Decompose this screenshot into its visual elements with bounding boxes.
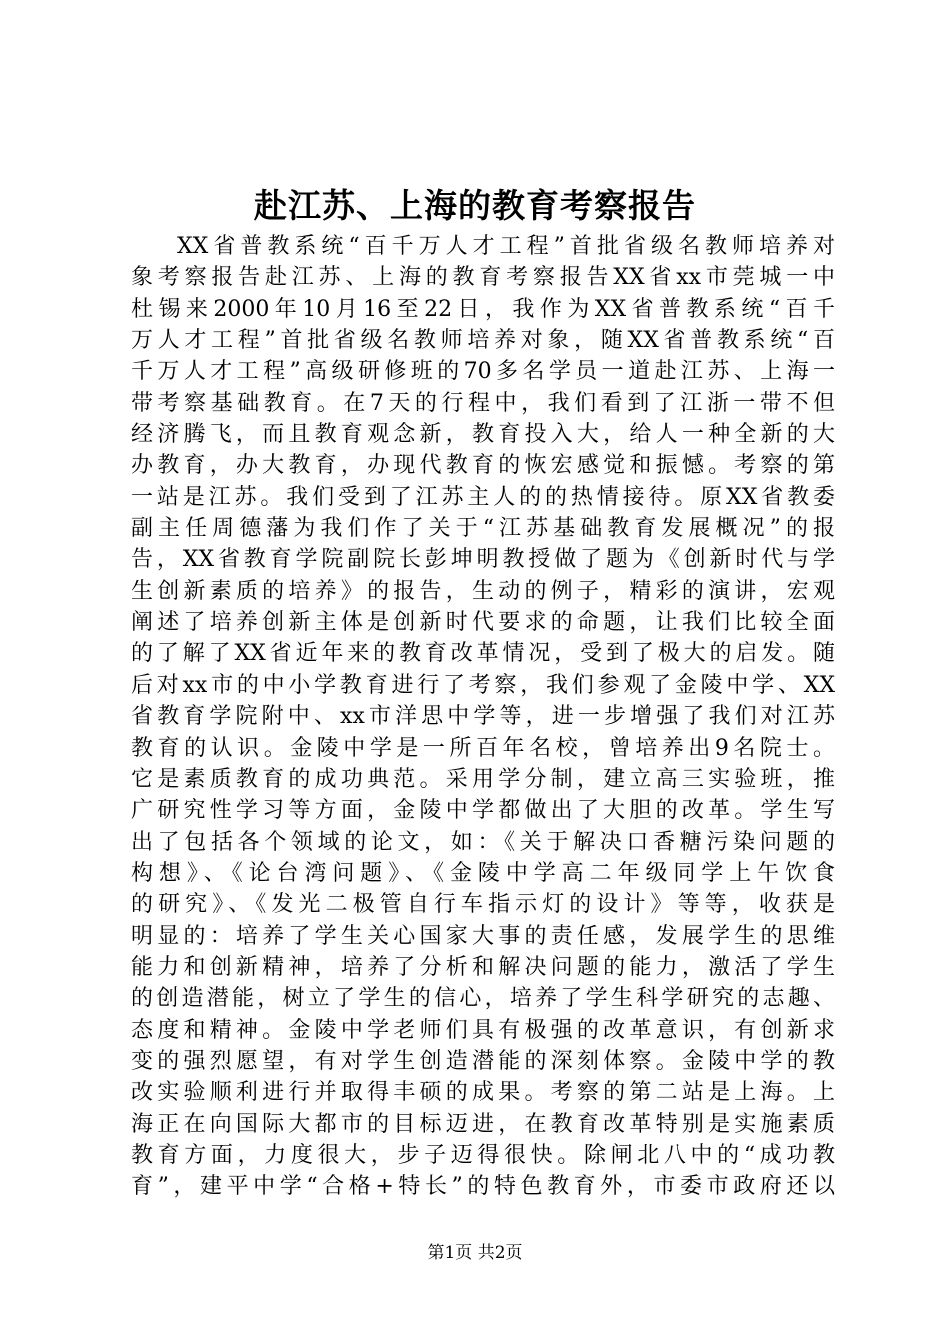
- body-line: 副主任周德藩为我们作了关于“江苏基础教育发展概况”的报: [131, 516, 835, 542]
- body-line: 告，XX省教育学院副院长彭坤明教授做了题为《创新时代与学: [131, 547, 835, 573]
- body-line: 广研究性学习等方面，金陵中学都做出了大胆的改革。学生写: [131, 798, 835, 824]
- body-line: 一站是江苏。我们受到了江苏主人的的热情接待。原XX省教委: [131, 484, 835, 510]
- body-line: 改实验顺利进行并取得丰硕的成果。考察的第二站是上海。上: [131, 1080, 835, 1106]
- body-line: 的研究》、《发光二极管自行车指示灯的设计》等等，收获是: [131, 892, 835, 918]
- body-line: 明显的：培养了学生关心国家大事的责任感，发展学生的思维: [131, 923, 835, 949]
- body-line: 带考察基础教育。在7天的行程中，我们看到了江浙一带不但: [131, 390, 835, 416]
- body-line: 教育方面，力度很大，步子迈得很快。除闸北八中的“成功教: [131, 1142, 835, 1168]
- body-line: 变的强烈愿望，有对学生创造潜能的深刻体察。金陵中学的教: [131, 1048, 835, 1074]
- body-line: XX省普教系统“百千万人才工程”首批省级名教师培养对: [177, 234, 835, 259]
- body-line: 阐述了培养创新主体是创新时代要求的命题，让我们比较全面: [131, 610, 835, 636]
- body-line: 省教育学院附中、xx市洋思中学等，进一步增强了我们对江苏: [131, 704, 835, 730]
- body-line: 象考察报告赴江苏、上海的教育考察报告XX省xx市莞城一中: [131, 265, 835, 291]
- body-line: 态度和精神。金陵中学老师们具有极强的改革意识，有创新求: [131, 1017, 835, 1043]
- body-line: 海正在向国际大都市的目标迈进，在教育改革特别是实施素质: [131, 1111, 835, 1137]
- body-line: 教育的认识。金陵中学是一所百年名校，曾培养出9名院士。: [131, 735, 835, 761]
- body-line: 后对xx市的中小学教育进行了考察，我们参观了金陵中学、XX: [131, 672, 835, 698]
- body-line: 经济腾飞，而且教育观念新，教育投入大，给人一种全新的大: [131, 422, 835, 448]
- document-title: 赴江苏、上海的教育考察报告: [254, 186, 696, 225]
- body-line: 生创新素质的培养》的报告，生动的例子，精彩的演讲，宏观: [131, 578, 835, 604]
- body-line: 构想》、《论台湾问题》、《金陵中学高二年级同学上午饮食: [131, 860, 835, 886]
- body-line: 的了解了XX省近年来的教育改革情况，受到了极大的启发。随: [131, 641, 835, 667]
- body-line: 出了包括各个领域的论文，如：《关于解决口香糖污染问题的: [131, 829, 835, 855]
- body-line: 办教育，办大教育，办现代教育的恢宏感觉和振憾。考察的第: [131, 453, 835, 479]
- body-line: 万人才工程”首批省级名教师培养对象，随XX省普教系统“百: [131, 328, 835, 354]
- body-line: 千万人才工程”高级研修班的70多名学员一道赴江苏、上海一: [131, 359, 835, 385]
- document-body: [131, 231, 835, 1203]
- page-footer: 第1页 共2页: [427, 1243, 523, 1263]
- body-line: 能力和创新精神，培养了分析和解决问题的能力，激活了学生: [131, 954, 835, 980]
- body-line: 育”，建平中学“合格+特长”的特色教育外，市委市政府还以: [131, 1174, 835, 1200]
- body-line: 它是素质教育的成功典范。采用学分制，建立高三实验班，推: [131, 766, 835, 792]
- body-line: 杜锡来2000年10月16至22日，我作为XX省普教系统“百千: [131, 296, 835, 322]
- body-line: 的创造潜能，树立了学生的信心，培养了学生科学研究的志趣、: [131, 986, 835, 1012]
